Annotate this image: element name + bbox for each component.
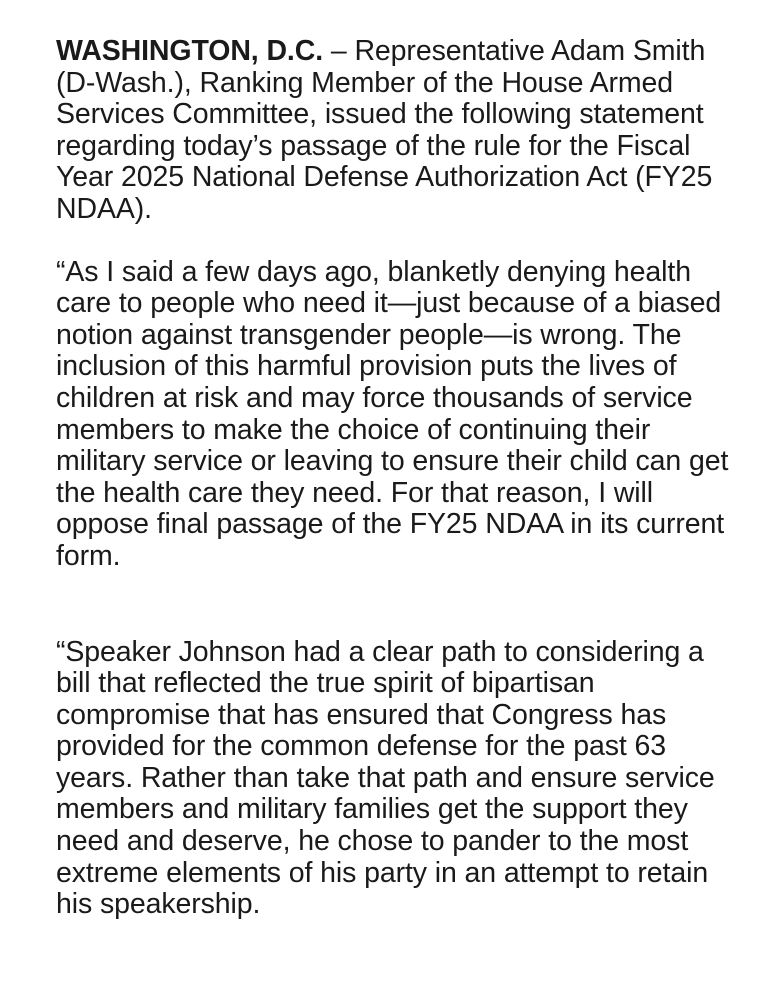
dateline: WASHINGTON, D.C. [56, 35, 324, 67]
press-statement [56, 36, 746, 921]
quote-paragraph-2: “Speaker Johnson had a clear path to considering a bill that reflected the true spirit of bipartisan compromise that has ensured that Congress has provided for the common defense for the past 63 years. Rather than take that path and ensure service members and military families get the support they need and deserve, he chose to pander to the most extreme elements of his party in an attempt to retain his speakership. [56, 635, 715, 921]
paragraph-spacer [56, 573, 746, 637]
intro-paragraph [56, 36, 746, 226]
quote-paragraph-1: “As I said a few days ago, blanketly denying health care to people who need it—just because of a biased notion against transgender people—is wrong. The inclusion of this harmful provision puts the lives of children at risk and may force thousands of service members to make the choice of continuing their military service or leaving to ensure their child can get the health care they need. For that reason, I will oppose final passage of the FY25 NDAA in its current form. [56, 255, 729, 572]
intro-text: Representative Adam Smith (D-Wash.), Ranking Member of the House Armed Services Committee, issued the following statement regarding today’s passage of the rule for the Fiscal Year 2025 National Defense Authorization Act (FY25 NDAA). [56, 35, 713, 225]
dateline-separator: – [323, 35, 355, 67]
paragraph-spacer [56, 226, 746, 257]
